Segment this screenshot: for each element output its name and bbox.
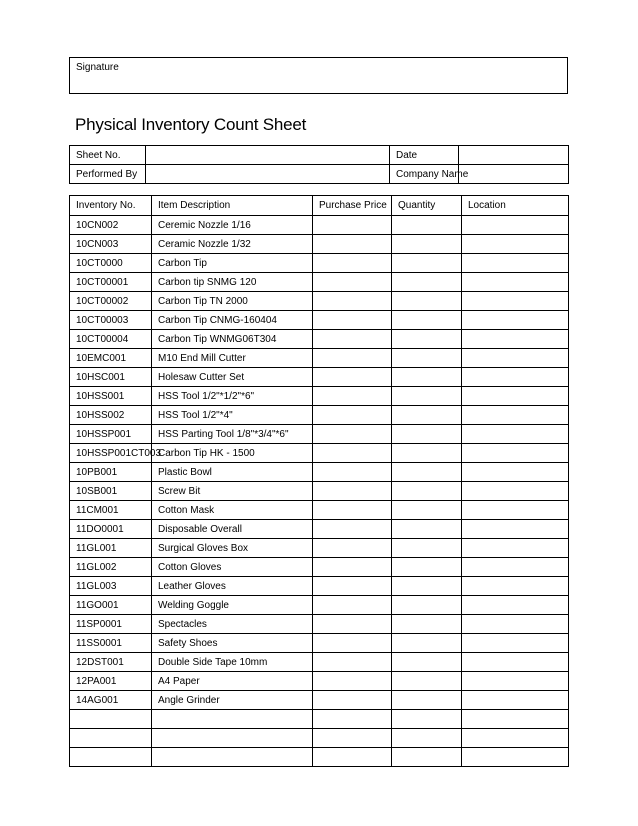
location-cell[interactable] [462, 349, 569, 368]
table-row [70, 311, 569, 330]
purchase-price-cell[interactable] [313, 254, 392, 273]
quantity-cell[interactable] [392, 330, 462, 349]
sheet-no-label: Sheet No. [70, 146, 146, 165]
location-cell[interactable] [462, 577, 569, 596]
location-cell[interactable] [462, 368, 569, 387]
inventory-no-cell: 10PB001 [70, 463, 152, 482]
item-description-cell: Leather Gloves [152, 577, 313, 596]
purchase-price-cell[interactable] [313, 330, 392, 349]
column-header-location: Location [462, 196, 569, 216]
purchase-price-cell[interactable] [313, 311, 392, 330]
inventory-no-cell [70, 748, 152, 767]
purchase-price-cell[interactable] [313, 672, 392, 691]
quantity-cell[interactable] [392, 596, 462, 615]
item-description-cell: Cotton Gloves [152, 558, 313, 577]
location-cell[interactable] [462, 406, 569, 425]
location-cell[interactable] [462, 710, 569, 729]
purchase-price-cell[interactable] [313, 216, 392, 235]
inventory-no-cell: 12DST001 [70, 653, 152, 672]
quantity-cell[interactable] [392, 311, 462, 330]
location-cell[interactable] [462, 273, 569, 292]
quantity-cell[interactable] [392, 425, 462, 444]
inventory-no-cell: 10CT00002 [70, 292, 152, 311]
inventory-no-cell: 10CT00003 [70, 311, 152, 330]
table-row [70, 273, 569, 292]
item-description-cell: A4 Paper [152, 672, 313, 691]
inventory-table-header-row [70, 196, 569, 216]
quantity-cell[interactable] [392, 216, 462, 235]
location-cell[interactable] [462, 463, 569, 482]
purchase-price-cell[interactable] [313, 634, 392, 653]
item-description-cell [152, 748, 313, 767]
location-cell[interactable] [462, 615, 569, 634]
quantity-cell[interactable] [392, 444, 462, 463]
item-description-cell: M10 End Mill Cutter [152, 349, 313, 368]
item-description-cell: Angle Grinder [152, 691, 313, 710]
table-row [70, 292, 569, 311]
item-description-cell: Carbon Tip [152, 254, 313, 273]
quantity-cell[interactable] [392, 634, 462, 653]
purchase-price-cell[interactable] [313, 558, 392, 577]
quantity-cell[interactable] [392, 558, 462, 577]
purchase-price-cell[interactable] [313, 425, 392, 444]
purchase-price-cell[interactable] [313, 349, 392, 368]
inventory-no-cell: 11GL002 [70, 558, 152, 577]
item-description-cell: Spectacles [152, 615, 313, 634]
quantity-cell[interactable] [392, 672, 462, 691]
location-cell[interactable] [462, 216, 569, 235]
inventory-no-cell: 11GO001 [70, 596, 152, 615]
location-cell[interactable] [462, 520, 569, 539]
performed-by-field[interactable] [146, 165, 390, 184]
location-cell[interactable] [462, 539, 569, 558]
table-row [70, 691, 569, 710]
quantity-cell[interactable] [392, 577, 462, 596]
location-cell[interactable] [462, 254, 569, 273]
table-row [70, 577, 569, 596]
inventory-no-cell: 10HSSP001CT003 [70, 444, 152, 463]
item-description-cell: HSS Parting Tool 1/8"*3/4"*6" [152, 425, 313, 444]
quantity-cell[interactable] [392, 653, 462, 672]
inventory-no-cell: 10CT00004 [70, 330, 152, 349]
purchase-price-cell[interactable] [313, 520, 392, 539]
purchase-price-cell[interactable] [313, 691, 392, 710]
quantity-cell[interactable] [392, 387, 462, 406]
column-header-item-description: Item Description [152, 196, 313, 216]
item-description-cell: Carbon Tip CNMG-160404 [152, 311, 313, 330]
inventory-no-cell: 11GL001 [70, 539, 152, 558]
quantity-cell[interactable] [392, 539, 462, 558]
inventory-no-cell: 10SB001 [70, 482, 152, 501]
table-row [70, 482, 569, 501]
location-cell[interactable] [462, 235, 569, 254]
inventory-no-cell: 10HSS002 [70, 406, 152, 425]
table-row [70, 748, 569, 767]
inventory-no-cell: 10CT00001 [70, 273, 152, 292]
purchase-price-cell[interactable] [313, 387, 392, 406]
inventory-no-cell: 10HSSP001 [70, 425, 152, 444]
table-row [70, 672, 569, 691]
quantity-cell[interactable] [392, 615, 462, 634]
quantity-cell[interactable] [392, 691, 462, 710]
item-description-cell: Ceramic Nozzle 1/32 [152, 235, 313, 254]
location-cell[interactable] [462, 292, 569, 311]
table-row [70, 235, 569, 254]
quantity-cell[interactable] [392, 501, 462, 520]
quantity-cell[interactable] [392, 406, 462, 425]
location-cell[interactable] [462, 672, 569, 691]
table-row [70, 596, 569, 615]
purchase-price-cell[interactable] [313, 273, 392, 292]
purchase-price-cell[interactable] [313, 292, 392, 311]
performed-by-label: Performed By [70, 165, 146, 184]
inventory-no-cell: 11SS0001 [70, 634, 152, 653]
location-cell[interactable] [462, 653, 569, 672]
inventory-no-cell: 10CN003 [70, 235, 152, 254]
inventory-no-cell: 11GL003 [70, 577, 152, 596]
inventory-no-cell: 11DO0001 [70, 520, 152, 539]
item-description-cell: Plastic Bowl [152, 463, 313, 482]
item-description-cell: HSS Tool 1/2"*4" [152, 406, 313, 425]
quantity-cell[interactable] [392, 482, 462, 501]
inventory-no-cell: 11SP0001 [70, 615, 152, 634]
column-header-purchase-price: Purchase Price [313, 196, 392, 216]
sheet-header-table [69, 145, 569, 184]
quantity-cell[interactable] [392, 729, 462, 748]
purchase-price-cell[interactable] [313, 463, 392, 482]
item-description-cell: Carbon tip SNMG 120 [152, 273, 313, 292]
purchase-price-cell[interactable] [313, 539, 392, 558]
location-cell[interactable] [462, 501, 569, 520]
inventory-table [69, 195, 569, 767]
item-description-cell: Ceremic Nozzle 1/16 [152, 216, 313, 235]
column-header-quantity: Quantity [392, 196, 462, 216]
inventory-no-cell: 10CT0000 [70, 254, 152, 273]
table-row [70, 425, 569, 444]
inventory-no-cell: 10HSC001 [70, 368, 152, 387]
purchase-price-cell[interactable] [313, 406, 392, 425]
quantity-cell[interactable] [392, 463, 462, 482]
item-description-cell: Surgical Gloves Box [152, 539, 313, 558]
inventory-no-cell: 12PA001 [70, 672, 152, 691]
purchase-price-cell[interactable] [313, 710, 392, 729]
purchase-price-cell[interactable] [313, 748, 392, 767]
inventory-no-cell: 11CM001 [70, 501, 152, 520]
item-description-cell [152, 710, 313, 729]
item-description-cell: Safety Shoes [152, 634, 313, 653]
signature-label: Signature [76, 62, 119, 73]
location-cell[interactable] [462, 330, 569, 349]
table-row [70, 539, 569, 558]
location-cell[interactable] [462, 425, 569, 444]
quantity-cell[interactable] [392, 748, 462, 767]
item-description-cell: Cotton Mask [152, 501, 313, 520]
item-description-cell: HSS Tool 1/2"*1/2"*6" [152, 387, 313, 406]
inventory-no-cell: 10HSS001 [70, 387, 152, 406]
purchase-price-cell[interactable] [313, 235, 392, 254]
table-row [70, 406, 569, 425]
table-row [70, 444, 569, 463]
inventory-no-cell: 10EMC001 [70, 349, 152, 368]
table-row [70, 216, 569, 235]
inventory-no-cell [70, 729, 152, 748]
quantity-cell[interactable] [392, 520, 462, 539]
purchase-price-cell[interactable] [313, 577, 392, 596]
location-cell[interactable] [462, 691, 569, 710]
quantity-cell[interactable] [392, 349, 462, 368]
purchase-price-cell[interactable] [313, 368, 392, 387]
table-row [70, 368, 569, 387]
item-description-cell: Holesaw Cutter Set [152, 368, 313, 387]
purchase-price-cell[interactable] [313, 729, 392, 748]
table-row [70, 463, 569, 482]
location-cell[interactable] [462, 387, 569, 406]
purchase-price-cell[interactable] [313, 482, 392, 501]
sheet-header-row [70, 165, 569, 184]
quantity-cell[interactable] [392, 254, 462, 273]
item-description-cell: Double Side Tape 10mm [152, 653, 313, 672]
item-description-cell: Disposable Overall [152, 520, 313, 539]
purchase-price-cell[interactable] [313, 615, 392, 634]
purchase-price-cell[interactable] [313, 653, 392, 672]
table-row [70, 520, 569, 539]
signature-box[interactable] [69, 57, 568, 94]
inventory-no-cell: 14AG001 [70, 691, 152, 710]
location-cell[interactable] [462, 558, 569, 577]
item-description-cell: Welding Goggle [152, 596, 313, 615]
table-row [70, 653, 569, 672]
quantity-cell[interactable] [392, 368, 462, 387]
table-row [70, 729, 569, 748]
column-header-inventory-no: Inventory No. [70, 196, 152, 216]
table-row [70, 558, 569, 577]
item-description-cell: Screw Bit [152, 482, 313, 501]
quantity-cell[interactable] [392, 710, 462, 729]
quantity-cell[interactable] [392, 292, 462, 311]
date-label: Date [390, 146, 459, 165]
table-row [70, 634, 569, 653]
inventory-no-cell [70, 710, 152, 729]
item-description-cell: Carbon Tip WNMG06T304 [152, 330, 313, 349]
item-description-cell [152, 729, 313, 748]
sheet-no-field[interactable] [146, 146, 390, 165]
item-description-cell: Carbon Tip HK - 1500 [152, 444, 313, 463]
table-row [70, 501, 569, 520]
table-row [70, 615, 569, 634]
sheet-header-row [70, 146, 569, 165]
quantity-cell[interactable] [392, 235, 462, 254]
table-row [70, 710, 569, 729]
location-cell[interactable] [462, 596, 569, 615]
location-cell[interactable] [462, 748, 569, 767]
inventory-no-cell: 10CN002 [70, 216, 152, 235]
purchase-price-cell[interactable] [313, 444, 392, 463]
table-row [70, 387, 569, 406]
company-name-field[interactable] [459, 165, 569, 184]
table-row [70, 330, 569, 349]
date-field[interactable] [459, 146, 569, 165]
location-cell[interactable] [462, 729, 569, 748]
purchase-price-cell[interactable] [313, 501, 392, 520]
location-cell[interactable] [462, 444, 569, 463]
location-cell[interactable] [462, 634, 569, 653]
page-title: Physical Inventory Count Sheet [75, 115, 307, 134]
inventory-table-body [70, 216, 569, 767]
location-cell[interactable] [462, 311, 569, 330]
location-cell[interactable] [462, 482, 569, 501]
purchase-price-cell[interactable] [313, 596, 392, 615]
item-description-cell: Carbon Tip TN 2000 [152, 292, 313, 311]
company-name-label: Company Name [390, 165, 459, 184]
table-row [70, 254, 569, 273]
table-row [70, 349, 569, 368]
quantity-cell[interactable] [392, 273, 462, 292]
